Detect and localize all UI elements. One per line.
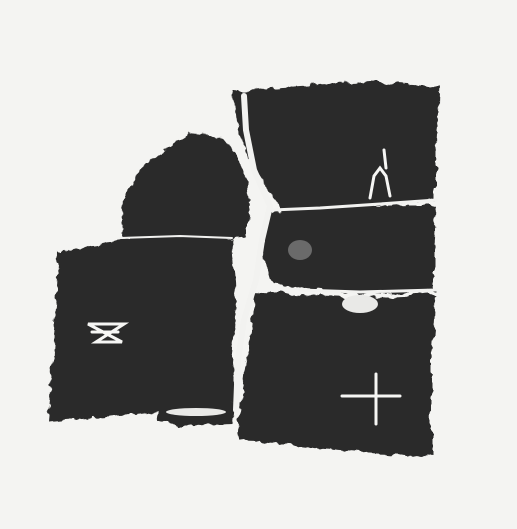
ink-fragments — [48, 82, 440, 456]
blemish-3 — [166, 408, 226, 416]
crack-lower — [300, 290, 436, 292]
left-fragment — [48, 236, 236, 422]
right-lower-fragment — [238, 292, 436, 456]
blemish-2 — [288, 240, 312, 260]
upper-middle-fragment — [122, 134, 250, 244]
blemish-1 — [342, 295, 378, 313]
